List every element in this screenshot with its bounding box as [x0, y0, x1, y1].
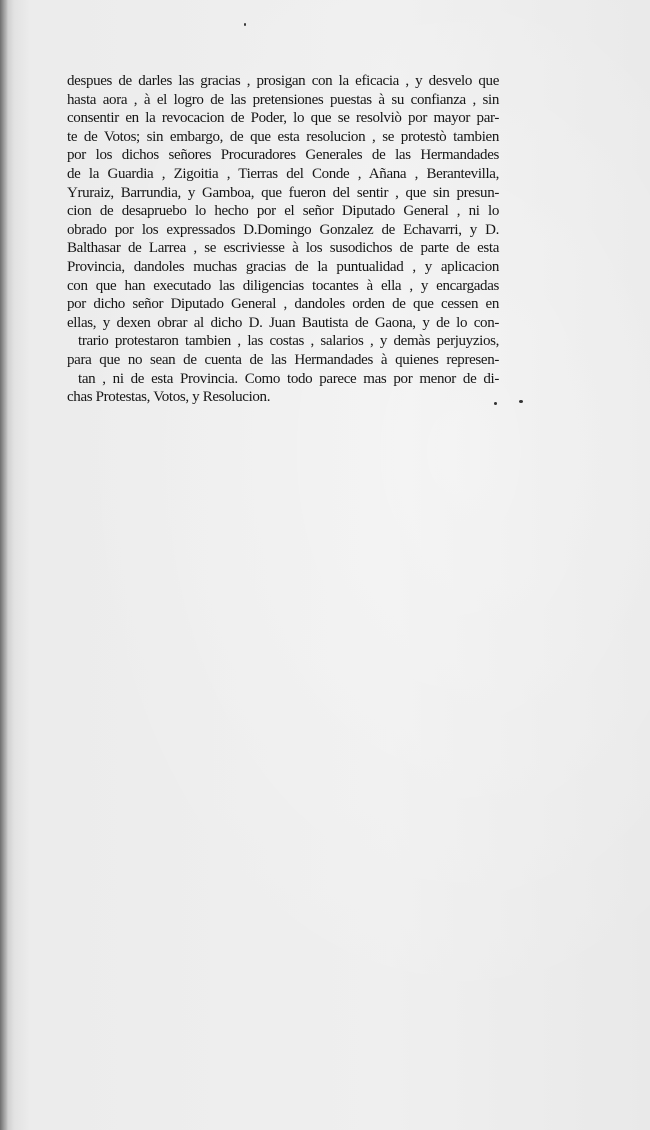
- text-line-4: te de Votos; sin embargo, de que esta resolucion , se protestò tambien: [67, 128, 499, 145]
- text-line-6: de la Guardia , Zigoitia , Tierras del Conde , Añana , Berantevilla,: [67, 165, 499, 182]
- ink-speck-right-1: [494, 402, 497, 405]
- text-line-13: por dicho señor Diputado General , dandoles orden de que cessen en: [67, 296, 499, 313]
- text-line-18: chas Protestas, Votos, y Resolucion.: [67, 389, 271, 406]
- text-line-7: Yruraiz, Barrundia, y Gamboa, que fueron del sentir , que sin presun-: [67, 184, 499, 201]
- ink-speck-right-2: [519, 400, 523, 403]
- body-text: [67, 72, 499, 407]
- text-line-11: Provincia, dandoles muchas gracias de la puntualidad , y aplicacion: [67, 258, 499, 275]
- text-line-8: cion de desapruebo lo hecho por el señor Diputado General , ni lo: [67, 203, 499, 220]
- text-line-3: consentir en la revocacion de Poder, lo que se resolviò por mayor par-: [67, 110, 499, 127]
- text-line-16: para que no sean de cuenta de las Hermandades à quienes represen-: [67, 351, 499, 368]
- text-line-9: obrado por los expressados D.Domingo Gonzalez de Echavarri, y D.: [67, 221, 499, 238]
- text-line-1: despues de darles las gracias , prosigan con la eficacia , y desvelo que: [67, 73, 499, 89]
- ink-speck-top: [244, 23, 246, 26]
- text-line-5: por los dichos señores Procuradores Generales de las Hermandades: [67, 147, 499, 164]
- text-line-12: con que han executado las diligencias tocantes à ella , y encargadas: [67, 277, 499, 294]
- text-line-15: trario protestaron tambien , las costas , salarios , y demàs perjuyzios,: [78, 333, 499, 350]
- text-line-2: hasta aora , à el logro de las pretensiones puestas à su confianza , sin: [67, 91, 499, 108]
- text-line-10: Balthasar de Larrea , se escriviesse à los susodichos de parte de esta: [67, 240, 499, 257]
- text-line-17: tan , ni de esta Provincia. Como todo parece mas por menor de di-: [78, 370, 499, 387]
- text-line-14: ellas, y dexen obrar al dicho D. Juan Bautista de Gaona, y de lo con-: [67, 314, 499, 331]
- page-binding-edge: [0, 0, 8, 1130]
